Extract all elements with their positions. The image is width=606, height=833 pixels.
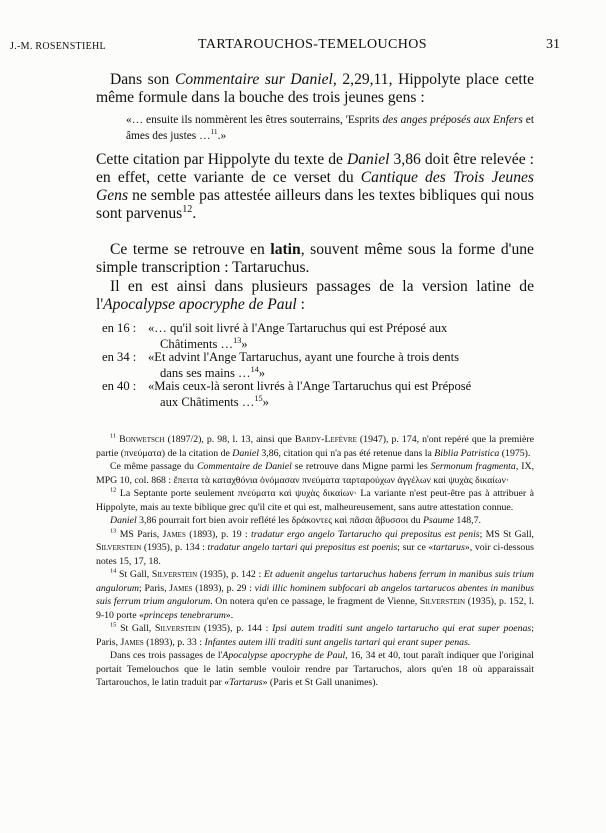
quote-ref: en 40 : (102, 379, 137, 393)
running-title: TARTAROUCHOS-TEMELOUCHOS (198, 37, 427, 52)
paragraph-citation: Cette citation par Hippolyte du texte de Daniel 3,86 doit être relevée : en effet, cette variante de ce verset du Cantique des Trois Jeunes Gens ne semble pas attestée ailleurs dans les textes bibliques qui nous sont parvenus$^{12}$. (96, 151, 535, 222)
running-author: J.-M. ROSENSTIEHL (10, 41, 106, 52)
footnote-11-continued: Ce même passage du Commentaire de Daniel se retrouve dans Migne parmi les Sermonum fragmenta, IX, MPG 10, col. 868 : ἔπειτα τὰ καταχθόνια ὀνόμασαν πνεύματα ταρταρούχων ἀγγέλων καὶ ψυχὰς δικαίων· (96, 461, 535, 486)
footnote-15-continued: Dans ces trois passages de l'Apocalypse apocryphe de Paul, 16, 34 et 40, tout paraît indiquer que l'original portait Temelouchos que le latin semble vouloir rendre par Tartaruchos, alors qu'en 18 où apparaissait Tartarouchos, le latin traduit par «Tartarus» (Paris et St Gall unanimes). (96, 650, 534, 688)
quote-ref: en 16 : (102, 321, 137, 335)
quote-text: «… qu'il soit livré à l'Ange Tartaruchus qui est Préposé aux Châtiments …$^{13}$» (148, 321, 448, 351)
footnote-12: $^{12}$ La Septante porte seulement πνεύματα καὶ ψυχὰς δικαίων· La variante n'est peut-être pas à attribuer à Hippolyte, mais au texte biblique grec qu'il cite et qui est, malheureusement, sans autre attestation connue. (96, 486, 535, 513)
running-header (10, 37, 560, 57)
paragraph-hippolyte: Dans son Commentaire sur Daniel, 2,29,11, Hippolyte place cette même formule dans la bouche des trois jeunes gens : (96, 71, 534, 106)
footnote-11: $^{11}$ Bonwetsch (1897/2), p. 98, l. 13, ainsi que Bardy-Lefèvre (1947), p. 174, n'ont repéré que la première partie (πνεύματα) de la citation de Daniel 3,86, citation qui n'a pas été retenue dans la Biblia Patristica (1975). (96, 432, 534, 459)
footnote-12-continued: Daniel 3,86 pourrait fort bien avoir reflété les δράκοντες καὶ πᾶσαι ἄβυσσοι du Psaume 148,7. (110, 515, 481, 526)
footnotes (96, 433, 534, 690)
footnote-14: $^{14}$ St Gall, Silverstein (1935), p. 142 : Et aduenit angelus tartaruchus habens ferrum in manibus suis trium angulorum; Paris, James (1893), p. 29 : vidi illic hominem subfocari ab angelos tartarucos abentes in manibus suis ferrum trium angulorum. On notera qu'en ce passage, le fragment de Vienne, Silverstein (1935), p. 152, l. 9-10 porte «princeps tenebrarum». (96, 567, 534, 621)
quote-ref: en 34 : (102, 350, 137, 364)
quote-row (102, 320, 534, 352)
footnote-13: $^{13}$ MS Paris, James (1893), p. 19 : tradatur ergo angelo Tartarucho qui prepositus est penis; MS St Gall, Silverstein (1935), p. 134 : tradatur angelo tartari qui prepositus est poenis; sur ce «tartarus», voir ci-dessous notes 15, 17, 18. (96, 527, 535, 567)
footnote-15: $^{15}$ St Gall, Silverstein (1935), p. 144 : Ipsi autem traditi sunt angelo tartarucho qui erat super poenas; Paris, James (1893), p. 33 : Infantes autem illi traditi sunt angelis tartari qui erant super penas. (96, 621, 534, 648)
quote-row (102, 349, 534, 381)
quote-row (102, 378, 534, 410)
paragraph-latin: Ce terme se retrouve en latin, souvent même sous la forme d'une simple transcription : Tartaruchus. (96, 241, 534, 276)
quote-text: «Mais ceux-là seront livrés à l'Ange Tartaruchus qui est Préposé aux Châtiments …$^{15}$» (148, 379, 472, 409)
quote-text: «Et advint l'Ange Tartaruchus, ayant une fourche à trois dents dans ses mains …$^{14}$» (148, 350, 460, 380)
page-number: 31 (546, 37, 560, 52)
quote-hippolyte: «… ensuite ils nommèrent les êtres souterrains, 'Esprits des anges préposés aux Enfers et âmes des justes …$^{11}$.» (126, 114, 534, 142)
paragraph-apocalypse: Il en est ainsi dans plusieurs passages de la version latine de l'Apocalypse apocryphe de Paul : (96, 278, 534, 313)
